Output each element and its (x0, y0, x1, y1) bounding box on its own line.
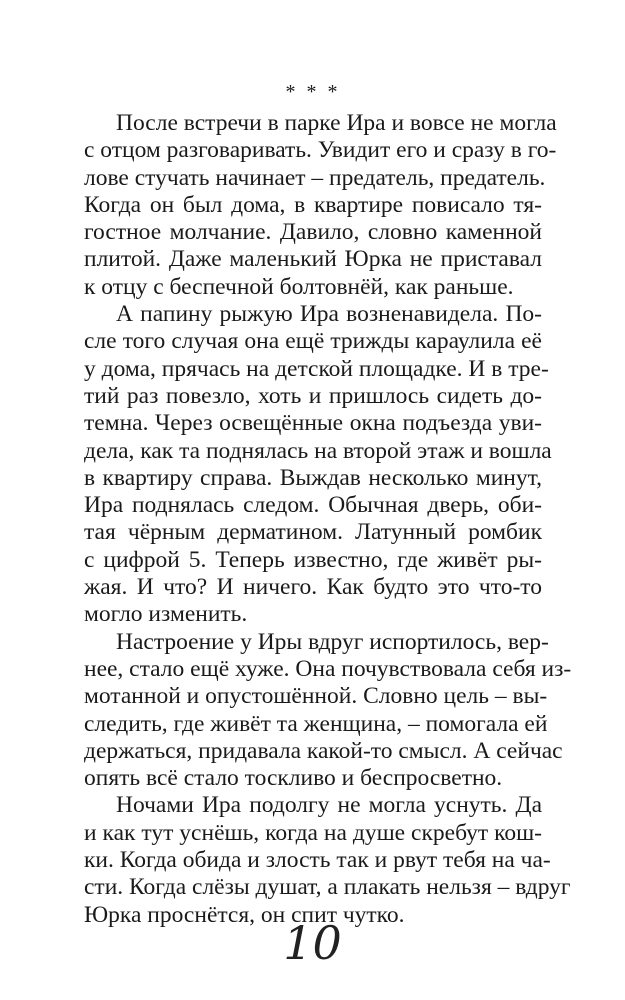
text-line: сле того случая она ещё трижды караулила её (84, 328, 542, 355)
text-line: с отцом разговаривать. Увидит его и сразу в го- (84, 137, 557, 164)
text-line: А папину рыжую Ира возненавидела. По- (116, 301, 542, 328)
text-line: и как тут уснёшь, когда на душе скребут кош- (84, 819, 542, 846)
paragraph (84, 110, 557, 301)
section-separator: * * * (285, 81, 341, 103)
text-line: темна. Через освещённые окна подъезда уви- (84, 410, 542, 437)
text-line: могло изменить. (84, 601, 248, 628)
text-line: Ира поднялась следом. Обычная дверь, оби- (84, 492, 542, 519)
text-line: дела, как та поднялась на второй этаж и вошла (84, 437, 552, 464)
text-line: Ночами Ира подолгу не могла уснуть. Да (116, 792, 542, 819)
text-line: ки. Когда обида и злость так и рвут тебя на ча- (84, 847, 551, 874)
text-line: нее, стало ещё хуже. Она почувствовала себя из- (84, 655, 572, 682)
text-line: Юрка проснётся, он спит чутко. (84, 901, 405, 928)
text-line: плитой. Даже маленький Юрка не приставал (84, 246, 542, 273)
text-line: держаться, придавала какой-то смысл. А сейчас (84, 737, 563, 764)
page-body (84, 81, 572, 929)
text-line: мотанной и опустошённой. Словно цель – вы- (84, 683, 548, 710)
text-line: тая чёрным дерматином. Латунный ромбик (84, 519, 542, 546)
text-line: сти. Когда слёзы душат, а плакать нельзя – вдруг (84, 874, 571, 901)
text-line: После встречи в парке Ира и вовсе не могла (116, 110, 557, 136)
page-number: 10 (283, 916, 342, 970)
text-line: следить, где живёт та женщина, – помогала ей (84, 710, 548, 737)
text-line: у дома, прячась на детской площадке. И в тре- (84, 355, 549, 382)
text-line: опять всё стало тоскливо и беспросветно. (84, 765, 503, 792)
text-body (84, 110, 572, 929)
text-line: гостное молчание. Давило, словно каменной (84, 219, 542, 246)
text-line: жая. И что? И ничего. Как будто это что-то (84, 574, 542, 601)
paragraph (84, 301, 552, 629)
text-line: лове стучать начинает – предатель, предатель. (84, 164, 546, 191)
text-line: в квартиру справа. Выждав несколько минут, (84, 464, 542, 491)
text-line: тий раз повезло, хоть и пришлось сидеть до- (84, 382, 542, 409)
text-line: с цифрой 5. Теперь известно, где живёт ры- (84, 546, 542, 573)
paragraph (84, 628, 572, 793)
text-line: Когда он был дома, в квартире повисало тя- (84, 191, 542, 218)
paragraph (84, 792, 571, 928)
text-line: Настроение у Иры вдруг испортилось, вер- (116, 628, 549, 655)
text-line: к отцу с беспечной болтовнёй, как раньше. (84, 273, 514, 300)
